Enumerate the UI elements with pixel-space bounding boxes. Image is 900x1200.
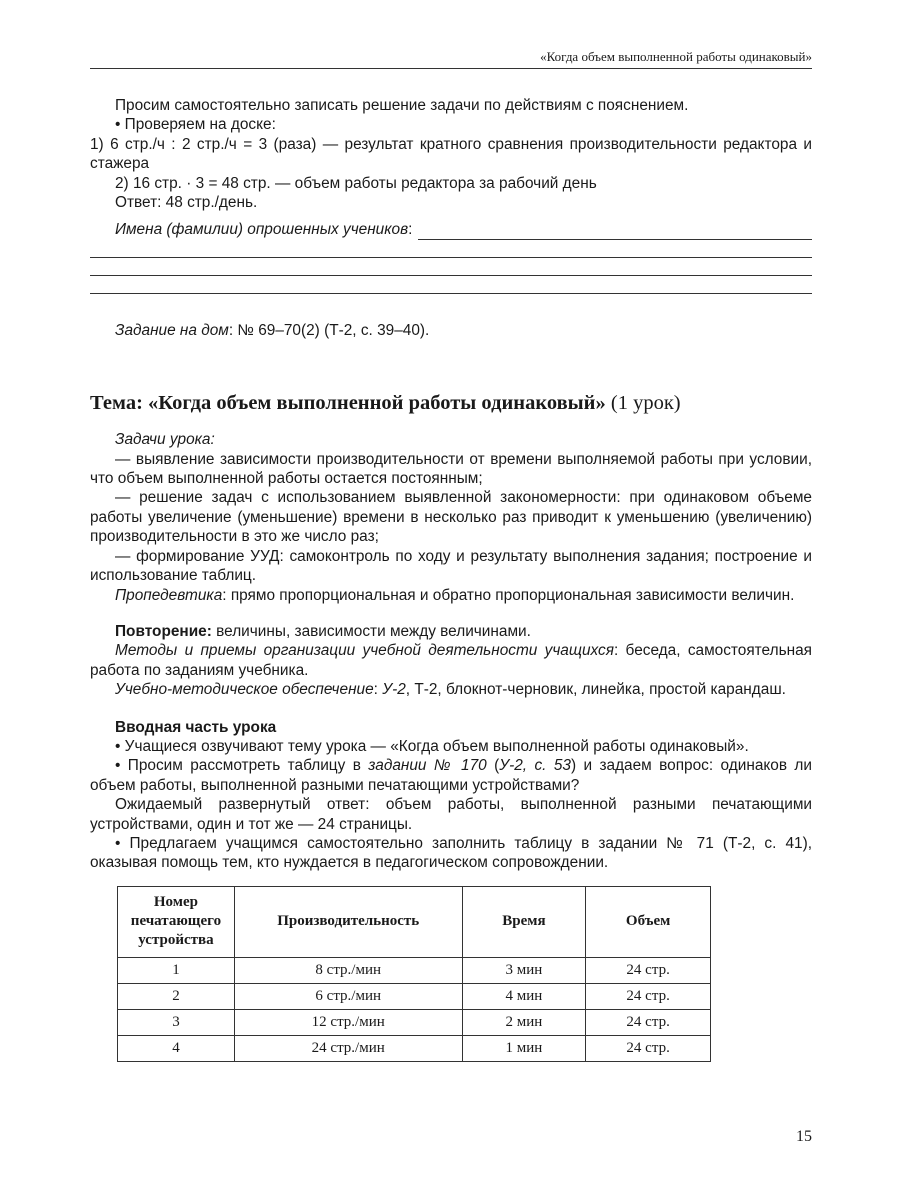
- answer-text: Ответ: 48 стр./день.: [115, 194, 258, 212]
- table-row: [118, 1035, 711, 1061]
- homework-line: Задание на дом: № 69–70(2) (Т-2, с. 39–40).: [115, 321, 430, 339]
- cell-time: 4 мин: [462, 983, 586, 1009]
- page-content: [90, 96, 812, 1062]
- intro-bullet-3: • Предлагаем учащимся самостоятельно заполнить таблицу в задании № 71 (Т-2, с. 41), оказывая помощь тем, кто нуждается в педагогическом сопровождении.: [90, 834, 812, 872]
- running-header: «Когда объем выполненной работы одинаковый»: [540, 49, 812, 64]
- repetition-line: Повторение: величины, зависимости между величинами.: [115, 622, 531, 640]
- intro-text: Просим самостоятельно записать решение задачи по действиям с пояснением.: [115, 97, 689, 114]
- printers-table: [117, 886, 711, 1062]
- cell-time: 3 мин: [462, 957, 586, 983]
- page-number: 15: [796, 1128, 812, 1145]
- write-line: [90, 258, 812, 276]
- cell-productivity: 6 стр./мин: [234, 983, 462, 1009]
- cell-volume: 24 стр.: [586, 957, 711, 983]
- names-write-line: [418, 225, 812, 240]
- write-line: [90, 240, 812, 258]
- cell-device-number: 4: [118, 1035, 235, 1061]
- table-header-row: [118, 886, 711, 957]
- table-row: [118, 983, 711, 1009]
- cell-device-number: 1: [118, 957, 235, 983]
- methods-line: Методы и приемы организации учебной деятельности учащихся: беседа, самостоятельная работа по заданиям учебника.: [90, 642, 812, 679]
- cell-volume: 24 стр.: [586, 1035, 711, 1061]
- task-item: — формирование УУД: самоконтроль по ходу и результату выполнения задания; построение и использование таблиц.: [90, 547, 812, 585]
- cell-device-number: 2: [118, 983, 235, 1009]
- cell-volume: 24 стр.: [586, 1009, 711, 1035]
- table-row: [118, 957, 711, 983]
- header-device-number: Номер печатающего устройства: [118, 886, 235, 957]
- cell-device-number: 3: [118, 1009, 235, 1035]
- intro-part-title: Вводная часть урока: [115, 718, 277, 736]
- header-volume: Объем: [586, 886, 711, 957]
- cell-productivity: 8 стр./мин: [234, 957, 462, 983]
- table-row: [118, 1009, 711, 1035]
- cell-volume: 24 стр.: [586, 983, 711, 1009]
- names-label: Имена (фамилии) опрошенных учеников:: [115, 221, 413, 239]
- cell-productivity: 24 стр./мин: [234, 1035, 462, 1061]
- support-line: Учебно-методическое обеспечение: У-2, Т-2, блокнот-черновик, линейка, простой карандаш.: [115, 681, 786, 699]
- solution-step-2: 2) 16 стр. · 3 = 48 стр. — объем работы редактора за рабочий день: [115, 174, 597, 192]
- cell-time: 2 мин: [462, 1009, 586, 1035]
- names-row: [90, 220, 812, 239]
- header-productivity: Производительность: [234, 886, 462, 957]
- task-item: — решение задач с использованием выявленной закономерности: при одинаковом объеме работы увеличение (уменьшение) времени в несколько раз приводит к уменьшению (увеличению) производительности в это же число раз;: [90, 489, 812, 546]
- propaedeutics: Пропедевтика: прямо пропорциональная и обратно пропорциональная зависимости величин.: [115, 586, 795, 604]
- header-time: Время: [462, 886, 586, 957]
- tasks-label: Задачи урока:: [115, 431, 215, 449]
- topic-heading: Тема: «Когда объем выполненной работы одинаковый» (1 урок): [90, 392, 681, 415]
- cell-time: 1 мин: [462, 1035, 586, 1061]
- header-divider: [90, 68, 812, 69]
- task-item: — выявление зависимости производительности от времени выполняемой работы при условии, что объем выполненной работы остается постоянным;: [90, 450, 812, 488]
- expected-answer: Ожидаемый развернутый ответ: объем работы, выполненной разными печатающими устройствами, один и тот же — 24 страницы.: [90, 796, 812, 833]
- intro-bullet-2: • Просим рассмотреть таблицу в задании № 170 (У-2, с. 53) и задаем вопрос: одинаков ли объем работы, выполненной разными печатающими устройствами?: [90, 757, 813, 794]
- cell-productivity: 12 стр./мин: [234, 1009, 462, 1035]
- intro-bullet-1: • Учащиеся озвучивают тему урока — «Когда объем выполненной работы одинаковый».: [115, 737, 749, 755]
- check-bullet: • Проверяем на доске:: [115, 116, 276, 134]
- write-line: [90, 276, 812, 294]
- solution-step-1: 1) 6 стр./ч : 2 стр./ч = 3 (раза) — результат кратного сравнения производительности редактора и стажера: [90, 135, 812, 173]
